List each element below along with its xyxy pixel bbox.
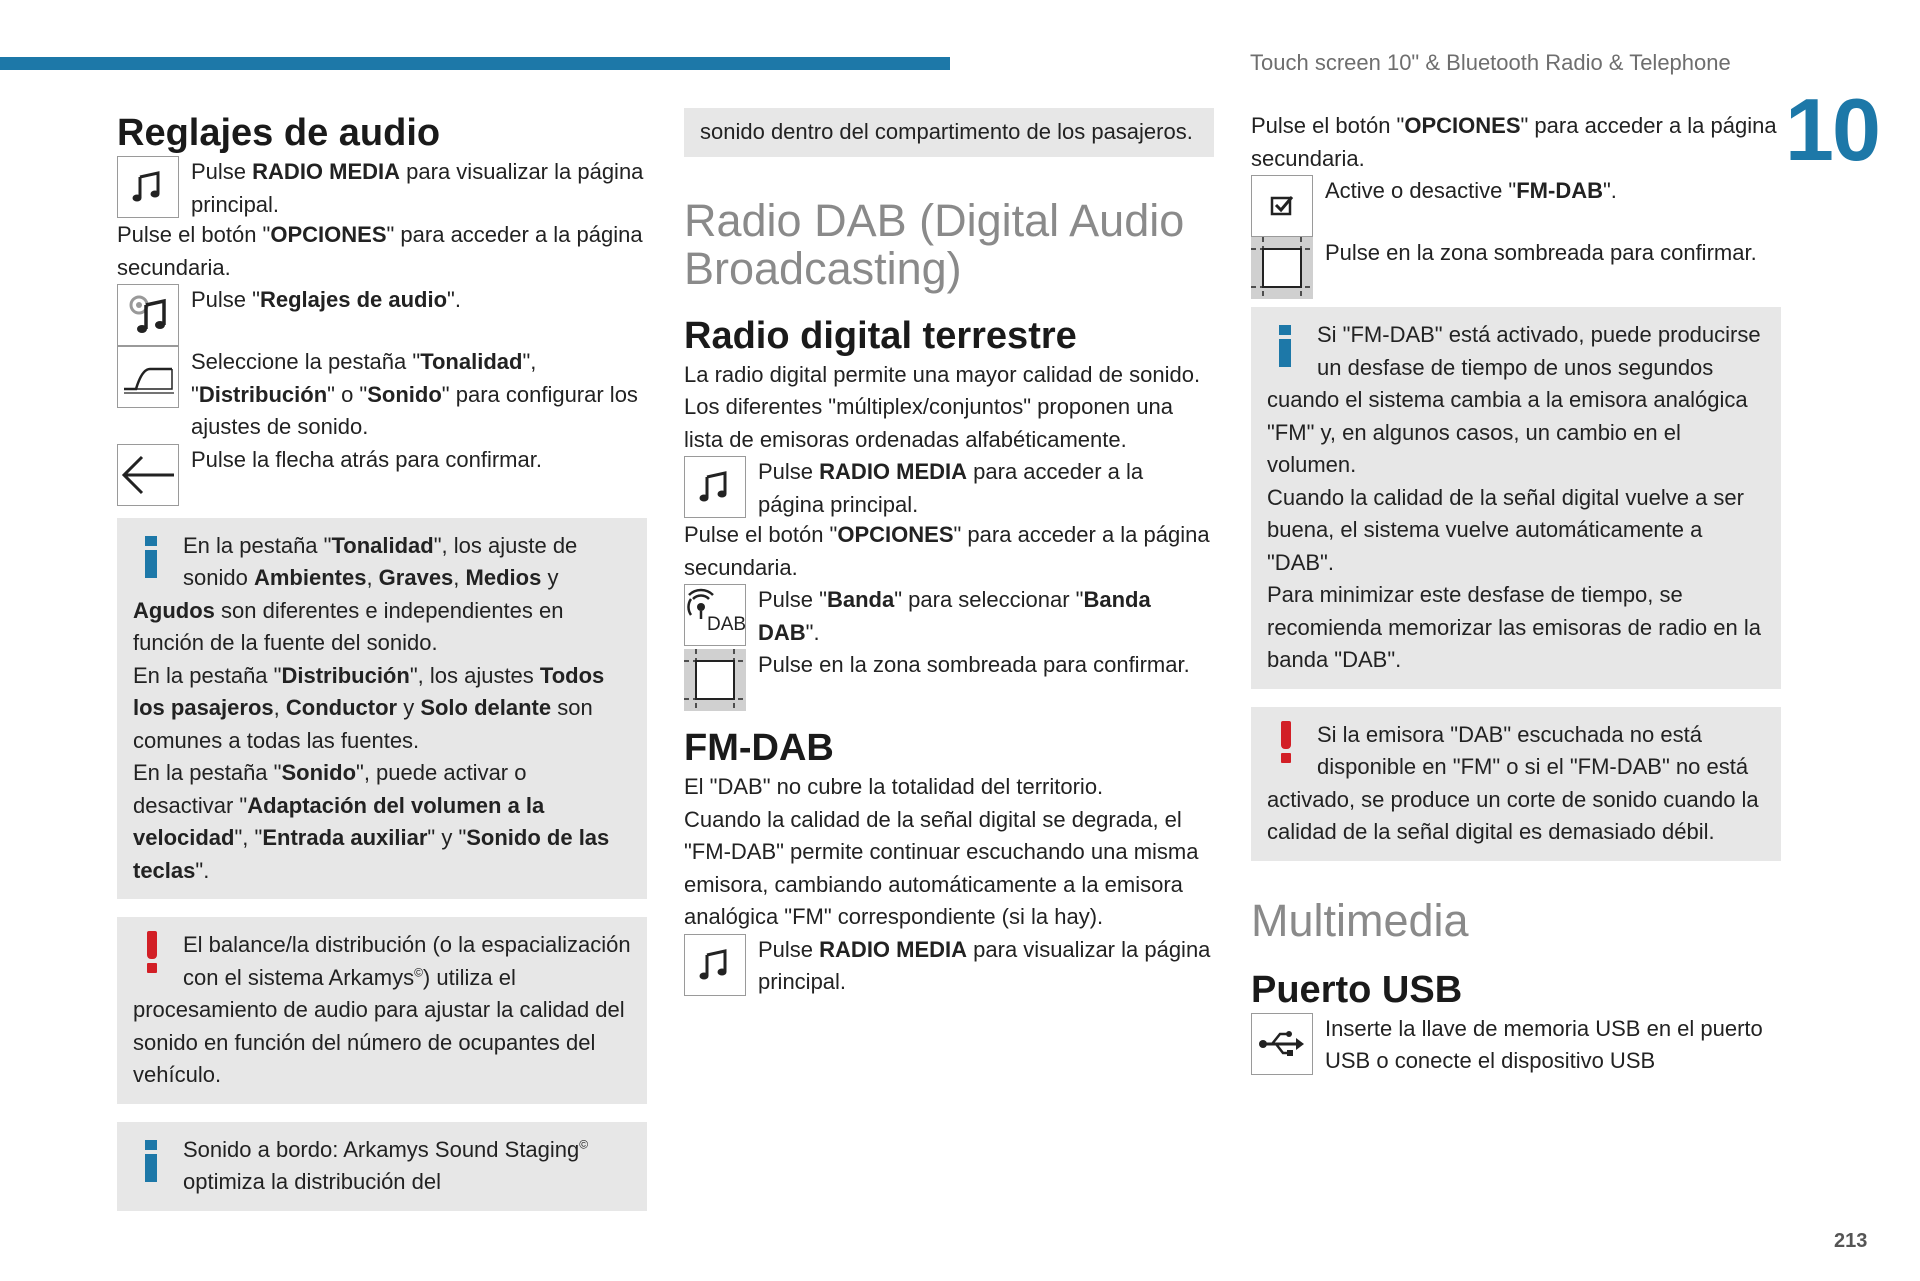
continued-text-box: sonido dentro del compartimento de los pasajeros. — [684, 108, 1214, 157]
info-box-arkamys: Sonido a bordo: Arkamys Sound Staging© optimiza la distribución del — [117, 1122, 647, 1211]
subtitle-fm-dab: FM-DAB — [684, 727, 834, 769]
opciones-paragraph: Pulse el botón "OPCIONES" para acceder a la página secundaria. — [117, 222, 643, 280]
warning-icon — [1267, 719, 1307, 769]
usb-icon — [1251, 1013, 1313, 1075]
step-radio-media: Pulse RADIO MEDIA para visualizar la página principal. — [117, 156, 647, 221]
music-note-icon — [117, 156, 179, 218]
step-radio-media-3: Pulse RADIO MEDIA para visualizar la página principal. — [684, 934, 1214, 999]
column-right: Pulse el botón "OPCIONES" para acceder a la página secundaria. Active o desactive "FM-DAB". Pulse en la zona sombreada para confirmar. Si "FM-DAB" está activado, puede producirse un desfase de tiempo de unos segundos cuando el sistema cambia a la emisora analógica "FM" y, en algunos casos, un cambio en el volumen. Cuando la calidad de la señal digital vuelve a ser buena, el sistema vuelve automáticamente a "DAB". Para minimizar este desfase de tiempo, se recomienda memorizar las emisoras de radio en la banda "DAB". Si la emisora "DAB" escuchada no está disponible en "FM" o si el "FM-DAB" no está activado, se produce un corte de sonido cuando la calidad de la señal digital es demasiado débil. Multimedia Puerto USB Inserte la llave de memoria USB en el puerto USB o conecte el dispositivo USB — [1251, 110, 1781, 1078]
subtitle-usb: Puerto USB — [1251, 968, 1463, 1011]
step-audio-settings: Pulse "Reglajes de audio". — [117, 284, 647, 346]
checkbox-icon — [1251, 175, 1313, 237]
music-note-icon — [684, 934, 746, 996]
section-title-dab: Radio DAB (Digital Audio Broadcasting) — [684, 194, 1185, 294]
dab-band-icon: DAB — [684, 584, 746, 646]
warning-box-dab: Si la emisora "DAB" escuchada no está disponible en "FM" o si el "FM-DAB" no está activado, se produce un corte de sonido cuando la calidad de la señal digital es demasiado débil. — [1251, 707, 1781, 861]
step-zona-2: Pulse en la zona sombreada para confirmar. — [1251, 237, 1781, 299]
section-header: Touch screen 10" & Bluetooth Radio & Telephone — [1250, 50, 1731, 75]
back-arrow-icon — [117, 444, 179, 506]
step-zona: Pulse en la zona sombreada para confirmar. — [684, 649, 1214, 711]
info-box-tonalidad: En la pestaña "Tonalidad", los ajuste de sonido Ambientes, Graves, Medios y Agudos son diferentes e independientes en función de la fuente del sonido. En la pestaña "Distribución", los ajustes Todos los pasajeros, Conductor y Solo delante son comunes a todas las fuentes. En la pestaña "Sonido", puede activar o desactivar "Adaptación del volumen a la velocidad", "Entrada auxiliar" y "Sonido de las teclas". — [117, 518, 647, 900]
step-radio-media-2: Pulse RADIO MEDIA para acceder a la página principal. — [684, 456, 1214, 521]
tone-curve-icon — [117, 346, 179, 408]
column-middle: sonido dentro del compartimento de los pasajeros. Radio DAB (Digital Audio Broadcasting) Radio digital terrestre La radio digital permite una mayor calidad de sonido. Los diferentes "múltiplex/conjuntos" proponen una lista de emisoras ordenadas alfabéticamente. Pulse RADIO MEDIA para acceder a la página principal. Pulse el botón "OPCIONES" para acceder a la página secundaria. DAB Pulse "Banda" para seleccionar "Banda DAB". Pulse en la zona sombreada para confirmar. FM-DAB El "DAB" no cubre la totalidad del territorio. Cuando la calidad de la señal digital se degrada, el "FM-DAB" permite continuar escuchando una misma emisora, cambiando automáticamente a la emisora analógica "FM" correspondiente (si la hay). Pulse RADIO MEDIA para visualizar la página principal. — [684, 108, 1214, 999]
column-left — [117, 110, 647, 1211]
step-banda: DAB Pulse "Banda" para seleccionar "Banda DAB". — [684, 584, 1214, 649]
section-title-multimedia: Multimedia — [1251, 894, 1469, 946]
section-title-audio: Reglajes de audio — [117, 112, 441, 154]
shaded-zone-icon — [1251, 237, 1313, 299]
header-accent-bar — [0, 57, 950, 70]
music-note-icon — [684, 456, 746, 518]
info-icon — [1267, 319, 1307, 369]
step-usb: Inserte la llave de memoria USB en el puerto USB o conecte el dispositivo USB — [1251, 1013, 1781, 1078]
warning-box-balance: El balance/la distribución (o la espacialización con el sistema Arkamys©) utiliza el procesamiento de audio para ajustar la calidad del sonido en función del número de ocupantes del vehículo. — [117, 917, 647, 1104]
page-number: 213 — [1834, 1230, 1868, 1252]
audio-settings-icon — [117, 284, 179, 346]
step-fm-dab-toggle: Active o desactive "FM-DAB". — [1251, 175, 1781, 237]
chapter-number: 10 — [1785, 80, 1879, 179]
step-select-tab: Seleccione la pestaña "Tonalidad", "Distribución" o "Sonido" para configurar los ajustes de sonido. — [117, 346, 647, 444]
warning-icon — [133, 929, 173, 979]
subtitle-digital-radio: Radio digital terrestre — [684, 314, 1077, 357]
shaded-zone-icon — [684, 649, 746, 711]
info-icon — [133, 1134, 173, 1184]
info-box-fm-dab: Si "FM-DAB" está activado, puede producirse un desfase de tiempo de unos segundos cuando el sistema cambia a la emisora analógica "FM" y, en algunos casos, un cambio en el volumen. Cuando la calidad de la señal digital vuelve a ser buena, el sistema vuelve automáticamente a "DAB". Para minimizar este desfase de tiempo, se recomienda memorizar las emisoras de radio en la banda "DAB". — [1251, 307, 1781, 689]
info-icon — [133, 530, 173, 580]
step-back-arrow: Pulse la flecha atrás para confirmar. — [117, 444, 647, 506]
